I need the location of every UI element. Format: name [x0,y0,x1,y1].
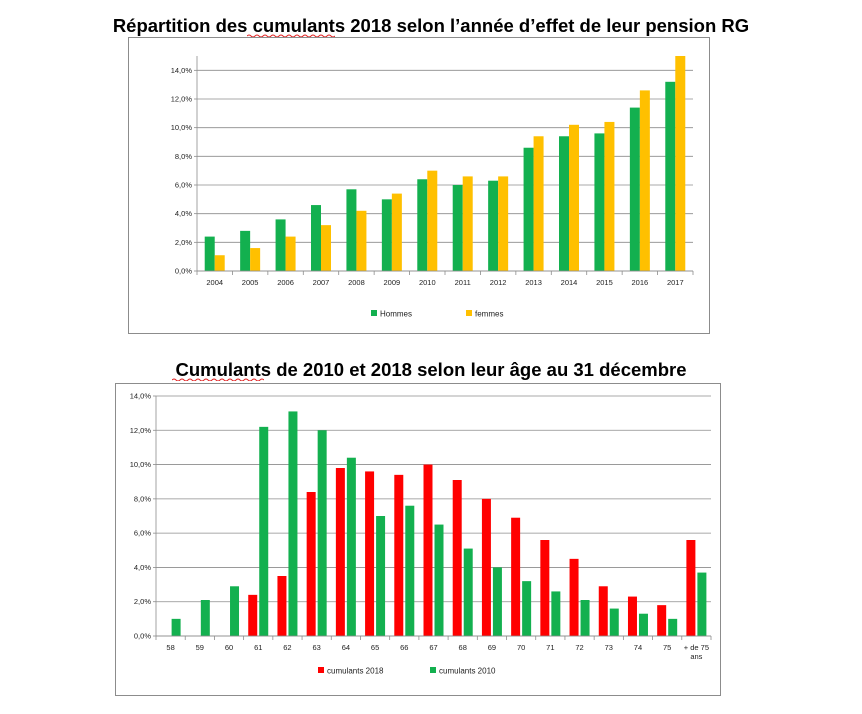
bar-cumulants-2010 [376,516,385,636]
y-tick-label: 14,0% [129,391,151,401]
x-tick-label: 73 [604,643,613,652]
bar-femmes [463,176,473,271]
x-tick-label: + de 75 ans [683,643,710,661]
x-tick-label: 64 [341,643,351,652]
x-tick-label: 2014 [560,278,578,287]
x-tick-label: 2013 [525,278,542,287]
bar-cumulants-2010 [493,567,502,636]
bar-femmes [534,136,544,271]
bar-cumulants-2010 [697,573,706,636]
bar-cumulants-2010 [288,411,297,636]
x-tick-label: 59 [195,643,204,652]
legend-label: cumulants 2010 [439,666,496,676]
bar-hommes [346,189,356,271]
x-tick-label: 75 [663,643,672,652]
bar-cumulants-2010 [464,549,473,636]
x-tick-label: 60 [224,643,234,652]
bar-cumulants-2018 [307,492,316,636]
bar-cumulants-2018 [453,480,462,636]
bar-cumulants-2018 [482,499,491,636]
y-tick-label: 12,0% [170,94,192,104]
bar-hommes [453,185,463,271]
legend-swatch [430,667,436,673]
bar-cumulants-2010 [639,614,648,636]
bar-cumulants-2018 [599,586,608,636]
x-tick-label: 63 [312,643,321,652]
x-tick-label: 2006 [277,278,294,287]
bar-hommes [240,231,250,271]
bar-cumulants-2018 [511,518,520,636]
bar-cumulants-2018 [570,559,579,636]
y-tick-label: 2,0% [174,237,192,247]
bar-hommes [417,179,427,271]
bar-cumulants-2010 [201,600,210,636]
bar-femmes [640,90,650,271]
bar-cumulants-2018 [657,605,666,636]
bar-hommes [630,108,640,271]
x-tick-label: 74 [633,643,643,652]
bar-hommes [559,136,569,271]
legend-swatch [371,310,377,316]
bar-cumulants-2010 [172,619,181,636]
legend-label: femmes [475,309,504,319]
y-tick-label: 10,0% [170,123,192,133]
y-tick-label: 6,0% [133,528,151,538]
bar-hommes [488,181,498,271]
bar-cumulants-2018 [424,465,433,636]
x-tick-label: 2015 [596,278,613,287]
y-tick-label: 4,0% [174,209,192,219]
bar-cumulants-2018 [336,468,345,636]
x-tick-label: 58 [166,643,175,652]
bar-hommes [205,237,215,271]
chart1-plot [171,56,693,319]
bar-hommes [382,199,392,271]
bar-cumulants-2018 [394,475,403,636]
x-tick-label: 2011 [454,278,471,287]
legend-label: Hommes [380,309,413,319]
y-tick-label: 8,0% [133,494,151,504]
x-tick-label: 2012 [489,278,507,287]
x-tick-label: 67 [429,643,438,652]
bar-cumulants-2010 [668,619,677,636]
bar-cumulants-2010 [435,525,444,636]
y-tick-label: 8,0% [174,151,192,161]
bar-cumulants-2018 [277,576,286,636]
chart2-plot [130,392,711,676]
bar-hommes [311,205,321,271]
bar-cumulants-2010 [405,506,414,636]
x-tick-label: 61 [254,643,263,652]
bar-cumulants-2010 [318,430,327,636]
y-tick-label: 2,0% [133,597,151,607]
x-tick-label: 65 [370,643,380,652]
bar-femmes [569,125,579,271]
bar-femmes [250,248,260,271]
bar-femmes [604,122,614,271]
x-tick-label: 66 [400,643,409,652]
bar-cumulants-2018 [628,597,637,636]
bar-femmes [498,176,508,271]
y-tick-label: 12,0% [129,425,151,435]
bar-femmes [321,225,331,271]
bar-cumulants-2010 [230,586,239,636]
x-tick-label: 2007 [312,278,330,287]
x-tick-label: 71 [546,643,555,652]
y-tick-label: 10,0% [129,460,151,470]
bar-hommes [594,133,604,271]
y-tick-label: 0,0% [133,631,151,641]
bar-cumulants-2010 [581,600,590,636]
bar-cumulants-2010 [259,427,268,636]
bar-femmes [356,211,366,271]
x-tick-label: 2016 [631,278,649,287]
x-tick-label: 69 [487,643,497,652]
bar-cumulants-2018 [248,595,257,636]
x-tick-label: 62 [283,643,292,652]
bar-hommes [524,148,534,271]
bar-femmes [286,237,296,271]
x-tick-label: 2017 [666,278,684,287]
x-tick-label: 72 [575,643,584,652]
y-tick-label: 0,0% [174,266,192,276]
bar-hommes [665,82,675,271]
legend-swatch [318,667,324,673]
bar-cumulants-2018 [365,471,374,636]
bar-femmes [215,255,225,271]
bar-cumulants-2010 [610,609,619,636]
x-tick-label: 2009 [383,278,401,287]
bar-femmes [427,171,437,271]
bar-femmes [675,56,685,271]
x-tick-label: 2004 [206,278,224,287]
x-tick-label: 2010 [418,278,436,287]
bar-cumulants-2010 [522,581,531,636]
x-tick-label: 2008 [348,278,365,287]
bar-cumulants-2010 [347,458,356,636]
y-tick-label: 4,0% [133,562,151,572]
x-tick-label: 2005 [241,278,259,287]
chart1-title: Répartition des cumulants 2018 selon l’année d’effet de leur pension RG [112,15,750,36]
bar-cumulants-2018 [686,540,695,636]
legend-label: cumulants 2018 [327,666,384,676]
x-tick-label: 68 [458,643,467,652]
x-tick-label: 70 [516,643,526,652]
y-tick-label: 14,0% [170,65,192,75]
chart2-title: Cumulants de 2010 et 2018 selon leur âge au 31 décembre [175,359,687,380]
bar-hommes [276,219,286,271]
y-tick-label: 6,0% [174,180,192,190]
legend-swatch [466,310,472,316]
bar-cumulants-2010 [551,591,560,636]
bar-cumulants-2018 [540,540,549,636]
bar-femmes [392,194,402,271]
